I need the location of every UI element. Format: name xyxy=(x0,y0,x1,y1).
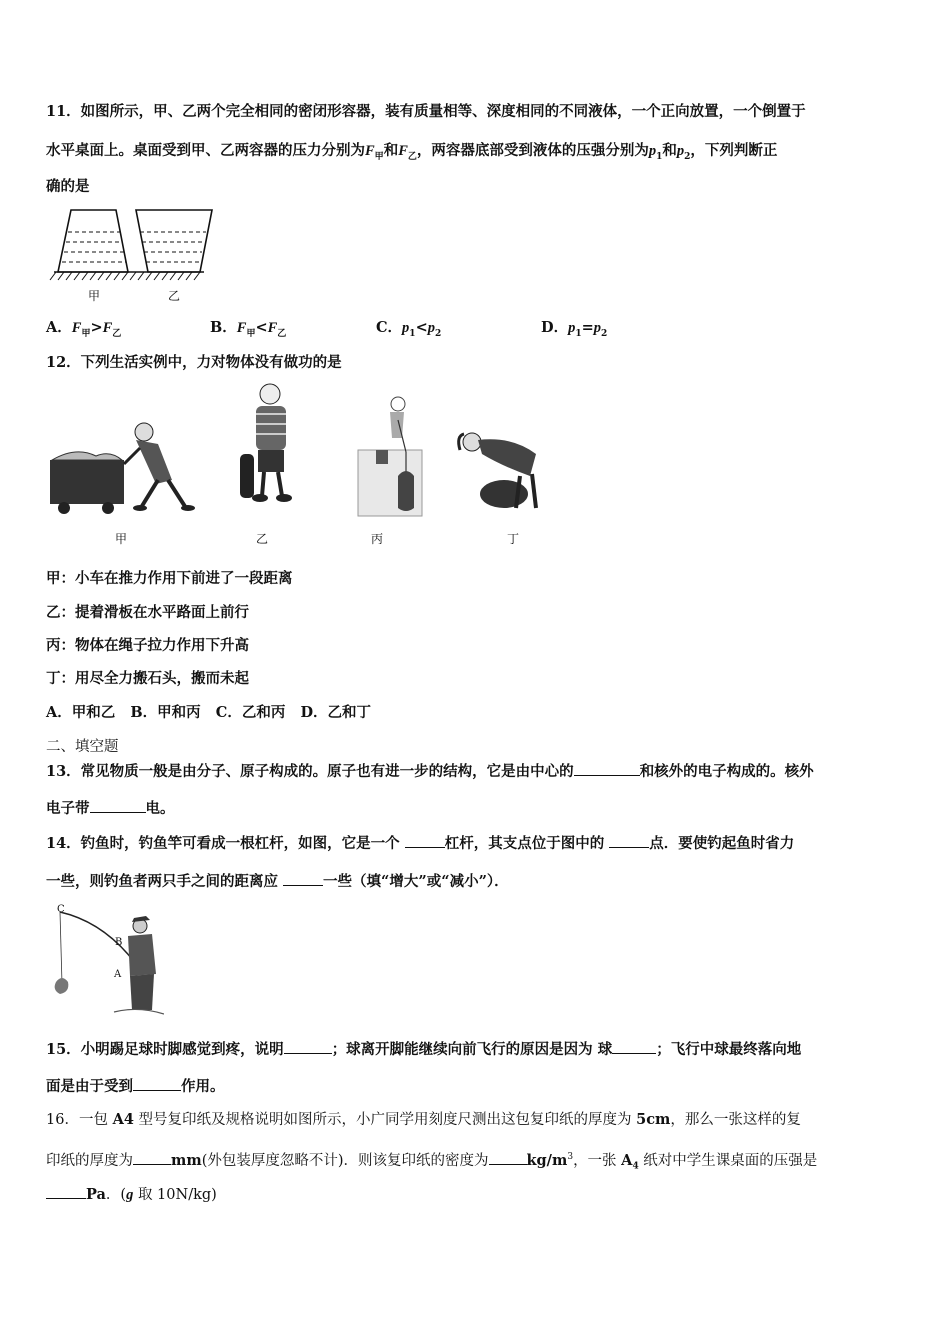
q16-blank-1[interactable] xyxy=(133,1151,171,1165)
q14-blank-1[interactable] xyxy=(405,834,445,848)
q13-blank-2[interactable] xyxy=(90,799,146,813)
q16-line2: 印纸的厚度为 mm(外包装厚度忽略不计)．则该复印纸的密度为 $kg/m^3$，一张 $A_4$ 纸对中学生课桌面的压强是 xyxy=(46,1151,818,1172)
q12-item-jia: 甲：小车在推力作用下前进了一段距离 xyxy=(46,570,293,587)
carrying-skateboard-illustration xyxy=(240,384,292,502)
q15-blank-2[interactable] xyxy=(612,1040,656,1054)
q12-illustrations xyxy=(46,380,546,520)
lifting-rope-illustration xyxy=(358,397,422,516)
q12-item-yi: 乙：提着滑板在水平路面上前行 xyxy=(46,604,249,621)
q11-option-b[interactable]: B．$F_甲<F_乙$ xyxy=(210,319,287,339)
q15-blank-1[interactable] xyxy=(284,1040,332,1054)
q11-option-c[interactable]: C．$p_1<p_2$ xyxy=(376,319,442,339)
q12-label-yi: 乙 xyxy=(256,532,269,546)
q11-label-yi: 乙 xyxy=(168,289,181,303)
q14-blank-3[interactable] xyxy=(283,872,323,886)
q16-blank-3[interactable] xyxy=(46,1185,86,1199)
q16-line3: Pa．(g 取 10N/kg) xyxy=(46,1185,217,1205)
q11-option-d[interactable]: D．$p_1=p_2$ xyxy=(541,319,608,339)
q15-line2: 面是由于受到 作用。 xyxy=(46,1078,225,1095)
q11-line2: 水平桌面上。桌面受到甲、乙两容器的压力分别为$F_甲$和$F_乙$，两容器底部受到液体的压强分别为$p_1$和$p_2$，下列判断正 xyxy=(46,142,778,162)
q14-point-b: B xyxy=(115,937,123,948)
q16-blank-2[interactable] xyxy=(489,1151,527,1165)
q13-blank-1[interactable] xyxy=(574,762,640,776)
q11-label-jia: 甲 xyxy=(88,289,101,303)
q12-question: 12．下列生活实例中，力对物体没有做功的是 xyxy=(46,354,342,371)
q14-line2: 一些，则钓鱼者两只手之间的距离应 一些（填“增大”或“减小”）． xyxy=(46,873,509,890)
q12-options[interactable]: A．甲和乙 B．甲和丙 C．乙和丙 D．乙和丁 xyxy=(46,704,372,721)
q12-label-jia: 甲 xyxy=(115,532,128,546)
q14-point-c: C xyxy=(57,904,65,915)
lifting-stone-illustration xyxy=(459,433,536,508)
q16-line1: 16．一包 A4 型号复印纸及规格说明如图所示，小广同学用刻度尺测出这包复印纸的厚度为 5cm，那么一张这样的复 xyxy=(46,1111,801,1128)
q14-blank-2[interactable] xyxy=(609,834,649,848)
q13-line1: 13．常见物质一般是由分子、原子构成的。原子也有进一步的结构，它是由中心的 和核外的电子构成的。核外 xyxy=(46,763,814,780)
q12-item-ding: 丁：用尽全力搬石头，搬而未起 xyxy=(46,670,249,687)
q14-point-a: A xyxy=(114,969,122,980)
q12-item-bing: 丙：物体在绳子拉力作用下升高 xyxy=(46,637,249,654)
q11-line1: 11．如图所示，甲、乙两个完全相同的密闭形容器，装有质量相等、深度相同的不同液体，一个正向放置，一个倒置于 xyxy=(46,103,806,120)
q15-blank-3[interactable] xyxy=(133,1077,181,1091)
section-title-fill-blank: 二、填空题 xyxy=(46,739,119,755)
q11-container-figure xyxy=(44,208,214,304)
q15-line1: 15．小明踢足球时脚感觉到疼，说明 ；球离开脚能继续向前飞行的原因是因为 球 ；飞行中球最终落向地 xyxy=(46,1041,802,1058)
pushing-cart-illustration xyxy=(50,423,195,514)
q11-line3: 确的是 xyxy=(46,178,90,195)
q14-line1: 14．钓鱼时，钓鱼竿可看成一根杠杆，如图，它是一个 杠杆，其支点位于图中的 点．要使钓起鱼时省力 xyxy=(46,835,795,852)
q12-label-bing: 丙 xyxy=(371,532,384,546)
q13-line2: 电子带 电。 xyxy=(46,800,175,817)
q11-option-a[interactable]: A．$F_甲>F_乙$ xyxy=(46,319,122,339)
q14-fishing-figure xyxy=(44,902,164,1020)
q12-label-ding: 丁 xyxy=(507,532,520,546)
